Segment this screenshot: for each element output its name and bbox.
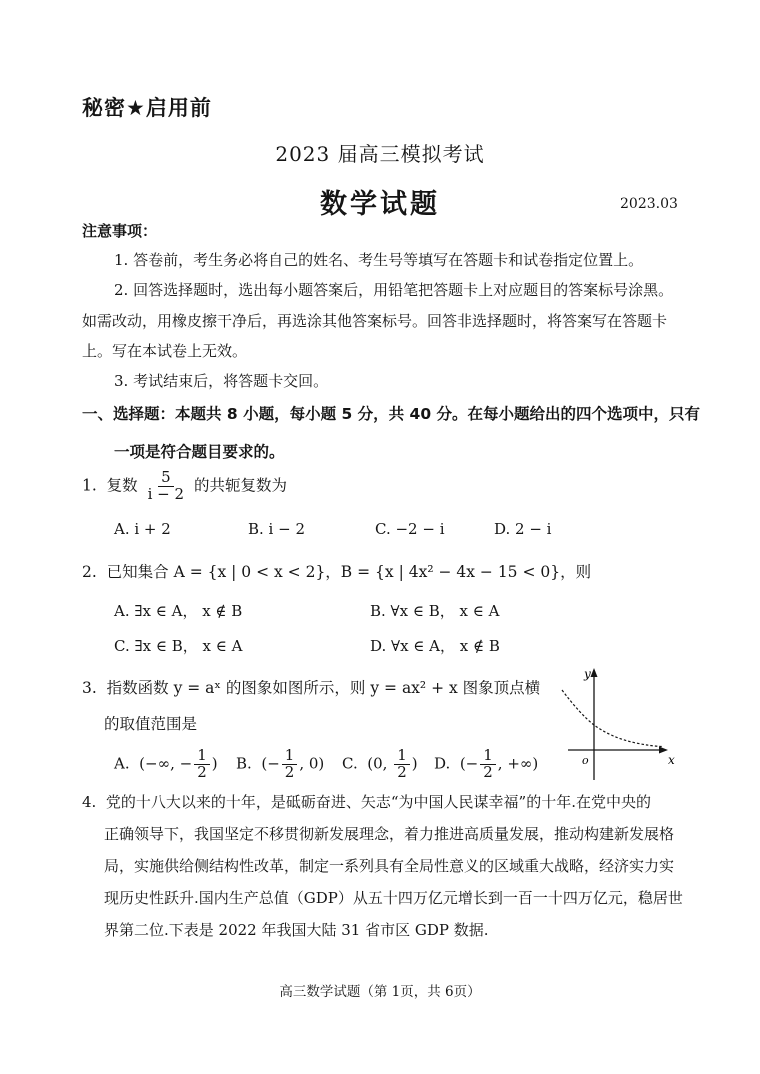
notice-item-2-line-3: 上。写在本试卷上无效。 xyxy=(82,342,248,360)
origin-label: o xyxy=(582,754,589,767)
q3-option-d xyxy=(434,748,538,781)
q1-option-c: C. −2 − i xyxy=(375,520,445,538)
section-1-heading-line-2: 一项是符合题目要求的。 xyxy=(114,443,285,461)
fraction xyxy=(480,748,496,781)
fraction-denominator: 2 xyxy=(197,762,207,781)
fraction xyxy=(394,748,410,781)
q2-option-a: A. ∃x ∈ A， x ∉ B xyxy=(114,602,243,620)
fraction-numerator: 1 xyxy=(394,748,410,765)
question-4-line-2: 正确领导下，我国坚定不移贯彻新发展理念，着力推进高质量发展，推动构建新发展格 xyxy=(104,825,675,843)
question-number: 3. xyxy=(82,679,97,697)
option-label: C. xyxy=(342,754,358,773)
fraction-numerator: 1 xyxy=(194,748,210,765)
q2-option-d: D. ∀x ∈ A， x ∉ B xyxy=(370,637,500,655)
question-number: 2. xyxy=(82,563,97,581)
option-text: , 0) xyxy=(299,754,325,773)
option-text: (0, xyxy=(367,754,393,773)
x-axis-label: x xyxy=(668,753,675,767)
notice-title: 注意事项： xyxy=(82,222,158,240)
q1-option-d: D. 2 − i xyxy=(494,520,552,538)
option-label: D. xyxy=(434,754,451,773)
question-4-line-1 xyxy=(82,787,651,817)
fraction-denominator: 2 xyxy=(483,762,493,781)
q2-option-c: C. ∃x ∈ B， x ∈ A xyxy=(114,637,243,655)
q1-option-a: A. i + 2 xyxy=(114,520,171,538)
question-1 xyxy=(82,470,287,503)
fraction-denominator: i − 2 xyxy=(147,484,185,503)
fraction-numerator: 1 xyxy=(282,748,298,765)
fraction xyxy=(194,748,210,781)
section-1-heading-line-1: 一、选择题：本题共 8 小题，每小题 5 分，共 40 分。在每小题给出的四个选项中，只有 xyxy=(82,405,701,423)
option-text: (− xyxy=(459,754,479,773)
confidential-mark: 秘密★启用前 xyxy=(82,96,212,120)
question-1-post: 的共轭复数为 xyxy=(194,476,288,495)
question-number: 1. xyxy=(82,476,97,495)
q2-option-b: B. ∀x ∈ B， x ∈ A xyxy=(370,602,500,620)
notice-item-2-line-1: 2. 回答选择题时，选出每小题答案后，用铅笔把答题卡上对应题目的答案标号涂黑。 xyxy=(114,281,674,299)
option-text: , +∞) xyxy=(497,754,539,773)
option-text: (−∞, − xyxy=(139,754,193,773)
q1-option-b: B. i − 2 xyxy=(248,520,306,538)
question-2-text: 已知集合 A = {x | 0 < x < 2}，B = {x | 4x² − 4x − 15 < 0}，则 xyxy=(106,563,592,581)
option-text: (− xyxy=(261,754,280,773)
notice-item-3: 3. 考试结束后，将答题卡交回。 xyxy=(114,372,329,390)
y-axis-arrow xyxy=(591,668,598,677)
q3-option-b xyxy=(236,748,324,781)
exam-title: 2023 届高三模拟考试 xyxy=(275,142,485,166)
question-4-text: 党的十八大以来的十年，是砥砺奋进、矢志“为中国人民谋幸福”的十年.在党中央的 xyxy=(105,793,651,811)
question-4-line-3: 局，实施供给侧结构性改革，制定一系列具有全局性意义的区域重大战略，经济实力实 xyxy=(104,857,675,875)
option-text: ) xyxy=(411,754,418,773)
notice-item-1: 1. 答卷前，考生务必将自己的姓名、考生号等填写在答题卡和试卷指定位置上。 xyxy=(114,251,644,269)
fraction-denominator: 2 xyxy=(284,762,295,781)
y-axis-label: y xyxy=(584,667,591,681)
fraction-numerator: 5 xyxy=(158,470,174,487)
question-2 xyxy=(82,560,591,582)
notice-item-2-line-2: 如需改动，用橡皮擦干净后，再选涂其他答案标号。回答非选择题时，将答案写在答题卡 xyxy=(82,312,668,330)
fraction xyxy=(145,470,187,503)
fraction-denominator: 2 xyxy=(397,762,407,781)
exam-date: 2023.03 xyxy=(620,196,678,212)
option-text: ) xyxy=(211,754,218,773)
subject-title: 数学试题 xyxy=(320,189,440,220)
question-3 xyxy=(82,676,540,698)
fraction xyxy=(282,748,298,781)
question-3-line-1: 指数函数 y = aˣ 的图象如图所示，则 y = ax² + x 图象顶点横 xyxy=(106,679,541,697)
q3-option-c xyxy=(342,748,418,781)
fraction-numerator: 1 xyxy=(480,748,496,765)
question-3-line-2: 的取值范围是 xyxy=(104,715,198,733)
option-label: A. xyxy=(114,754,130,773)
x-axis-arrow xyxy=(659,747,668,754)
page-footer: 高三数学试题（第 1页，共 6页） xyxy=(279,984,481,1000)
exponential-graph xyxy=(550,662,685,784)
exponential-curve xyxy=(562,690,662,747)
question-number: 4. xyxy=(82,793,97,811)
option-label: B. xyxy=(236,754,252,773)
question-4-line-4: 现历史性跃升.国内生产总值（GDP）从五十四万亿元增长到一百一十四万亿元，稳居世 xyxy=(104,889,683,907)
question-1-pre: 复数 xyxy=(106,476,138,495)
question-4-line-5: 界第二位.下表是 2022 年我国大陆 31 省市区 GDP 数据. xyxy=(104,921,489,939)
q3-option-a xyxy=(114,748,218,781)
